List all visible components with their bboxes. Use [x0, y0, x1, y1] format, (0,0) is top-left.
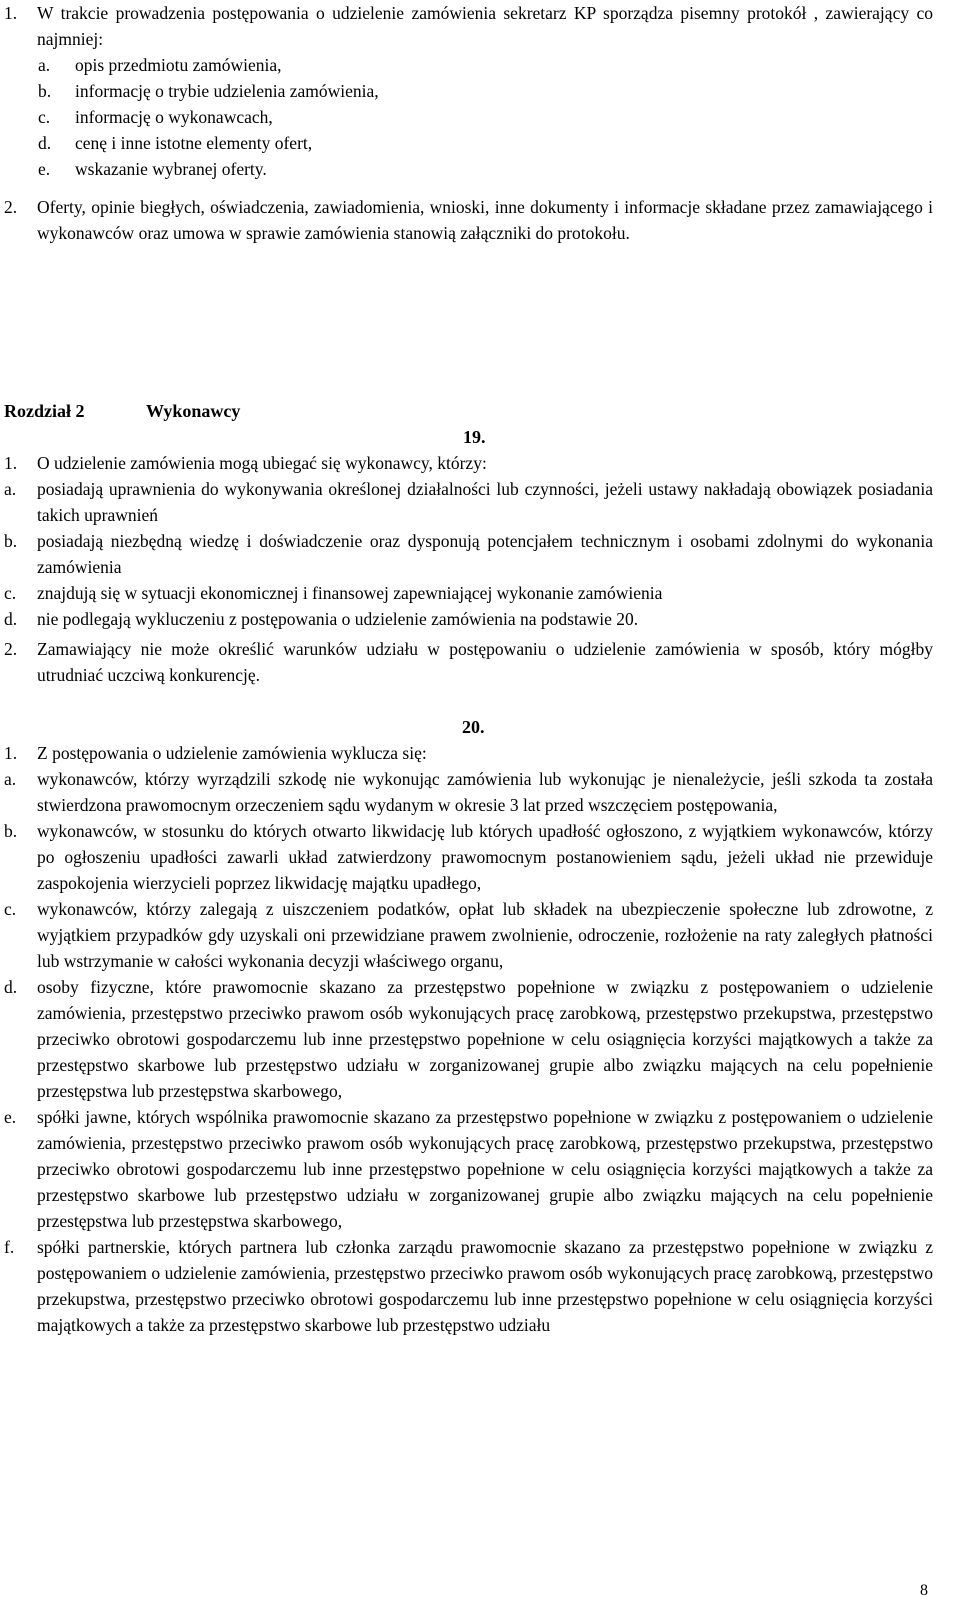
section-20-header: 20.	[462, 717, 485, 737]
item-number: 1.	[4, 453, 18, 473]
list-item	[0, 130, 960, 156]
list-item	[0, 1234, 960, 1338]
item-number: 2.	[4, 197, 18, 217]
item-label: c.	[4, 583, 17, 603]
list-item	[0, 1104, 960, 1234]
item-text: wykonawców, którzy wyrządzili szkodę nie wykonując zamówienia lub wykonując je nienależycie, jeśli szkoda ta została stwierdzona prawomocnym orzeczeniem sądu wydanym w okresie 3 lat przed wszczęciem postępowania,	[37, 769, 933, 815]
chapter-label: Rozdział 2	[4, 401, 85, 421]
item-text: wskazanie wybranej oferty.	[75, 159, 267, 179]
sec20-item-1	[0, 740, 960, 766]
item-number: 2.	[4, 639, 18, 659]
list-item	[0, 580, 960, 606]
item-number: 1.	[4, 743, 18, 763]
item-text: Zamawiający nie może określić warunków udziału w postępowaniu o udzielenie zamówienia w sposób, który mógłby utrudniać uczciwą konkurencję.	[37, 639, 933, 685]
item-number: 1.	[4, 3, 18, 23]
item-text: posiadają uprawnienia do wykonywania określonej działalności lub czynności, jeżeli ustawy nakładają obowiązek posiadania takich uprawnień	[37, 479, 933, 525]
item-text: opis przedmiotu zamówienia,	[75, 55, 282, 75]
list-item	[0, 606, 960, 632]
sec19-item-1	[0, 450, 960, 632]
chapter-heading	[4, 398, 240, 424]
item-text: spółki partnerskie, których partnera lub członka zarządu prawomocnie skazano za przestępstwo popełnione w związku z postępowaniem o udzielenie zamówienia, przestępstwo przeciwko prawom osób wykonujących pracę zarobkową, przestępstwo przekupstwa, przestępstwo przeciwko obrotowi gospodarczemu lub inne przestępstwo popełnione w celu osiągnięcia korzyści majątkowych a także za przestępstwo skarbowe lub przestępstwo udziału	[37, 1237, 933, 1335]
sec18-item-2	[0, 194, 960, 246]
item-label: b.	[38, 81, 52, 101]
item-text: informację o wykonawcach,	[75, 107, 273, 127]
item-text: osoby fizyczne, które prawomocnie skazano za przestępstwo popełnione w związku z postępowaniem o udzielenie zamówienia, przestępstwo przeciwko prawom osób wykonujących pracę zarobkową, przestępstwo przekupstwa, przestępstwo przeciwko obrotowi gospodarczemu lub inne przestępstwo popełnione w celu osiągnięcia korzyści majątkowych a także za przestępstwo skarbowe lub przestępstwo udziału w zorganizowanej grupie albo związku mających na celu popełnienie przestępstwa lub przestępstwa skarbowego,	[37, 977, 933, 1101]
list-item	[0, 818, 960, 896]
item-label: c.	[38, 107, 51, 127]
item-label: c.	[4, 899, 17, 919]
item-text: Z postępowania o udzielenie zamówienia wyklucza się:	[37, 743, 427, 763]
sec18-item-1	[0, 0, 960, 52]
page-number: 8	[920, 1582, 928, 1599]
item-text: znajdują się w sytuacji ekonomicznej i finansowej zapewniającej wykonanie zamówienia	[37, 583, 663, 603]
item-label: f.	[4, 1237, 15, 1257]
item-label: a.	[4, 479, 17, 499]
item-text: informację o trybie udzielenia zamówienia,	[75, 81, 379, 101]
item-text: spółki jawne, których wspólnika prawomocnie skazano za przestępstwo popełnione w związku z postępowaniem o udzielenie zamówienia, przestępstwo przeciwko prawom osób wykonujących pracę zarobkową, przestępstwo przekupstwa, przestępstwo przeciwko obrotowi gospodarczemu lub inne przestępstwo popełnione w celu osiągnięcia korzyści majątkowych a także za przestępstwo skarbowe lub przestępstwo udziału w zorganizowanej grupie albo związku mających na celu popełnienie przestępstwa lub przestępstwa skarbowego,	[37, 1107, 933, 1231]
item-label: d.	[4, 977, 18, 997]
item-label: d.	[38, 133, 52, 153]
item-text: posiadają niezbędną wiedzę i doświadczenie oraz dysponują potencjałem technicznym i osobami zdolnymi do wykonania zamówienia	[37, 531, 933, 577]
section-19-header: 19.	[463, 427, 486, 447]
sec18-sublist	[0, 52, 960, 182]
chapter-title: Wykonawcy	[146, 401, 241, 421]
item-text: Oferty, opinie biegłych, oświadczenia, zawiadomienia, wnioski, inne dokumenty i informacje składane przez zamawiającego i wykonawców oraz umowa w sprawie zamówienia stanowią załączniki do protokołu.	[37, 197, 933, 243]
list-item	[0, 52, 960, 78]
sec19-item-2	[0, 636, 960, 688]
item-text: wykonawców, w stosunku do których otwarto likwidację lub których upadłość ogłoszono, z wyjątkiem wykonawców, którzy po ogłoszeniu upadłości zawarli układ zatwierdzony prawomocnym postanowieniem sądu, jeżeli układ nie przewiduje zaspokojenia wierzycieli poprzez likwidację majątku upadłego,	[37, 821, 933, 893]
list-item	[0, 156, 960, 182]
list-item	[0, 476, 960, 528]
list-item	[0, 974, 960, 1104]
item-label: b.	[4, 531, 18, 551]
item-label: e.	[4, 1107, 17, 1127]
item-label: d.	[4, 609, 18, 629]
item-label: e.	[38, 159, 51, 179]
item-text: nie podlegają wykluczeniu z postępowania o udzielenie zamówienia na podstawie 20.	[37, 609, 639, 629]
list-item	[0, 528, 960, 580]
sec20-sublist	[0, 766, 960, 1338]
item-label: a.	[38, 55, 51, 75]
item-text: O udzielenie zamówienia mogą ubiegać się wykonawcy, którzy:	[37, 453, 487, 473]
item-text: W trakcie prowadzenia postępowania o udzielenie zamówienia sekretarz KP sporządza pisemny protokół , zawierający co najmniej:	[37, 3, 933, 49]
list-item	[0, 78, 960, 104]
item-text: cenę i inne istotne elementy ofert,	[75, 133, 313, 153]
item-text: wykonawców, którzy zalegają z uiszczeniem podatków, opłat lub składek na ubezpieczenie społeczne lub zdrowotne, z wyjątkiem przypadków gdy uzyskali oni przewidziane prawem zwolnienie, odroczenie, rozłożenie na raty zaległych płatności lub wstrzymanie w całości wykonania decyzji właściwego organu,	[37, 899, 933, 971]
list-item	[0, 766, 960, 818]
list-item	[0, 896, 960, 974]
list-item	[0, 104, 960, 130]
item-label: a.	[4, 769, 17, 789]
item-label: b.	[4, 821, 18, 841]
